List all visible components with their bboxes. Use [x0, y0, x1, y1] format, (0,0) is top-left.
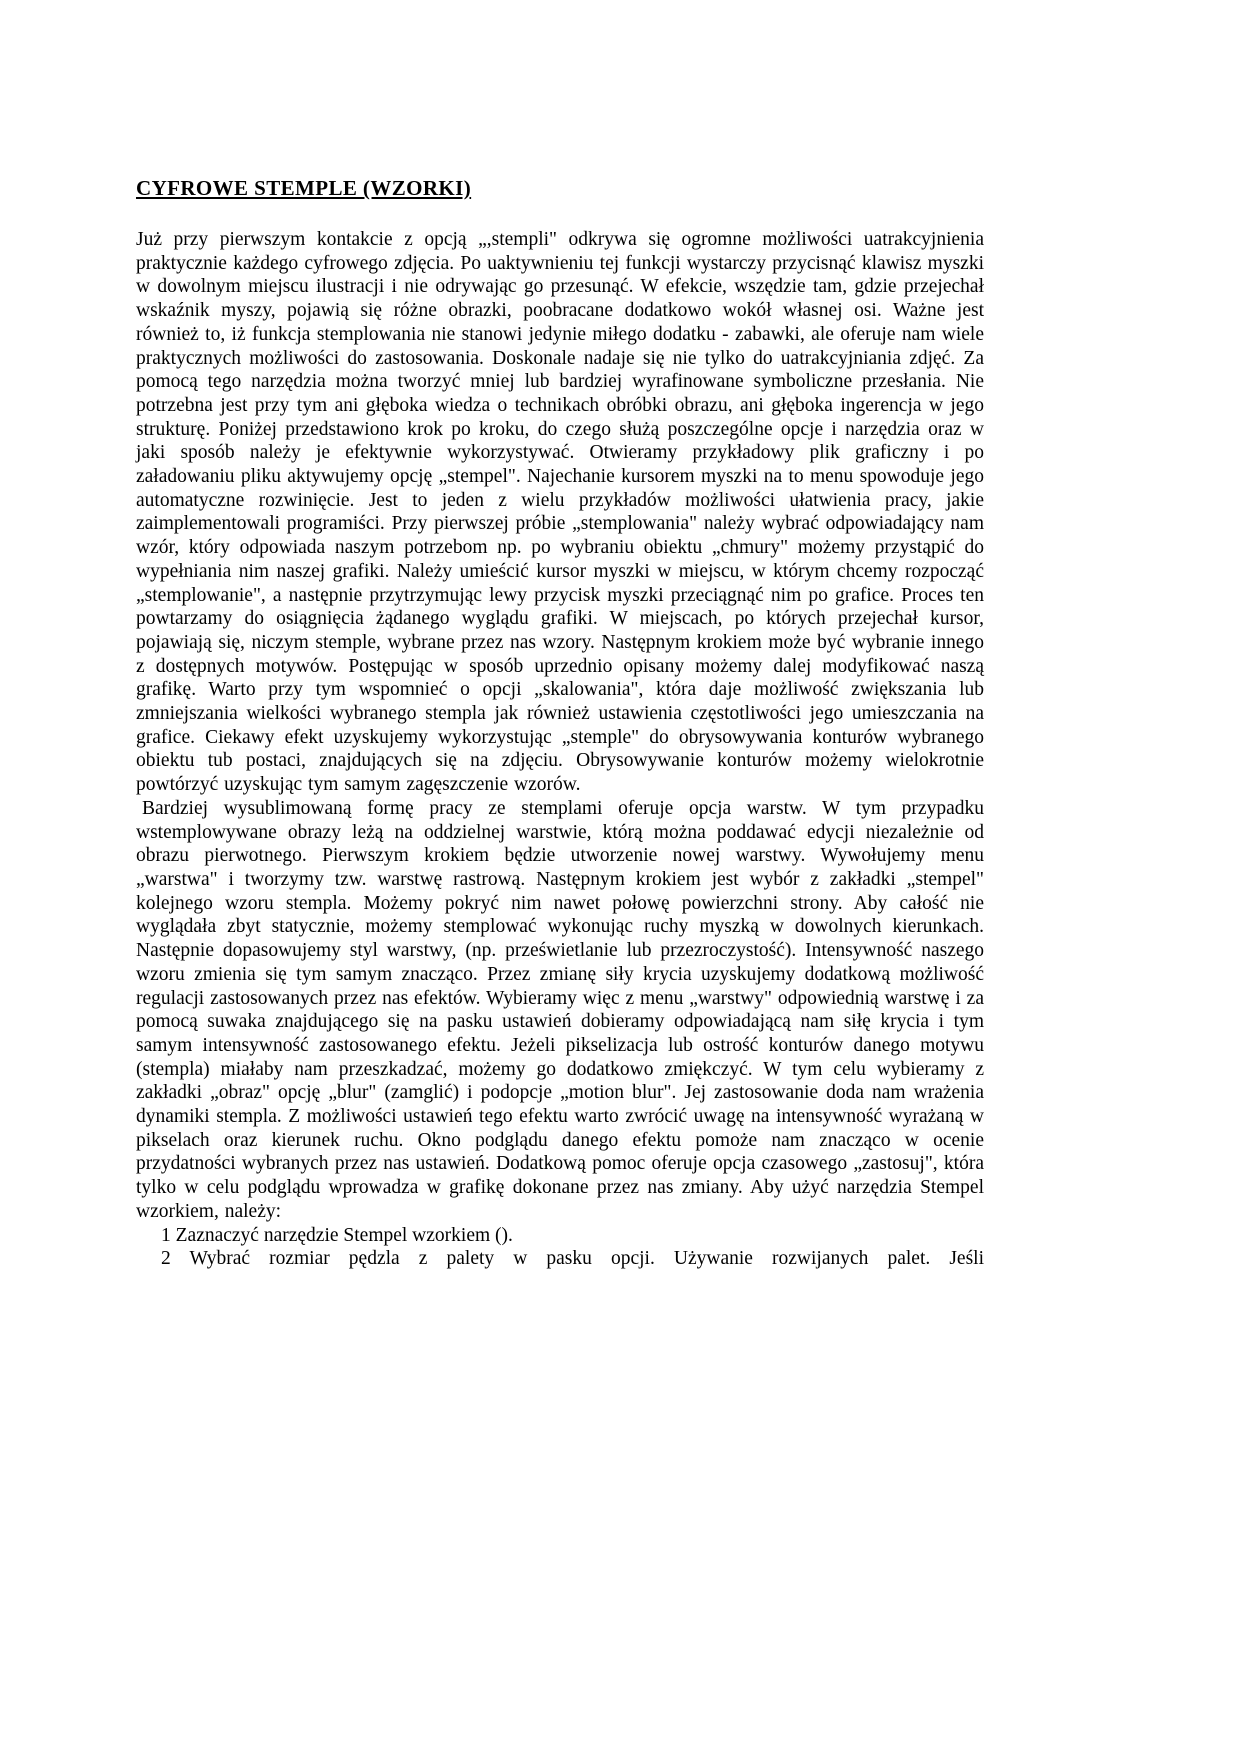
list-item: 1 Zaznaczyć narzędzie Stempel wzorkiem ().: [161, 1224, 513, 1246]
numbered-list: [136, 1224, 984, 1271]
document-title: CYFROWE STEMPLE (WZORKI): [136, 176, 472, 200]
paragraph: Już przy pierwszym kontakcie z opcją „,stempli" odkrywa się ogromne możliwości uatrakcyjnienia praktycznie każdego cyfrowego zdjęcia. Po uaktywnieniu tej funkcji wystarczy przycisnąć klawisz myszki w dowolnym miejscu ilustracji i nie odrywając go przesunąć. W efekcie, wszędzie tam, gdzie przejechał wskaźnik myszy, pojawią się różne obrazki, poobracane dodatkowo wokół własnej osi. Ważne jest również to, iż funkcja stemplowania nie stanowi jedynie miłego dodatku - zabawki, ale oferuje nam wiele praktycznych możliwości do zastosowania. Doskonale nadaje się nie tylko do uatrakcyjniania zdjęć. Za pomocą tego narzędzia można tworzyć mniej lub bardziej wyrafinowane symboliczne przesłania. Nie potrzebna jest przy tym ani głęboka wiedza o technikach obróbki obrazu, ani głęboka ingerencja w jego strukturę. Poniżej przedstawiono krok po kroku, do czego służą poszczególne opcje i narzędzia oraz w jaki sposób należy je efektywnie wykorzystywać. Otwieramy przykładowy plik graficzny i po załadowaniu pliku aktywujemy opcję „stempel". Najechanie kursorem myszki na to menu spowoduje jego automatyczne rozwinięcie. Jest to jeden z wielu przykładów możliwości ułatwienia pracy, jakie zaimplementowali programiści. Przy pierwszej próbie „stemplowania" należy wybrać odpowiadający nam wzór, który odpowiada naszym potrzebom np. po wybraniu obiektu „chmury" możemy przystąpić do wypełniania nim naszej grafiki. Należy umieścić kursor myszki w miejscu, w którym chcemy rozpocząć „stemplowanie", a następnie przytrzymując lewy przycisk myszki przeciągnąć nim po grafice. Proces ten powtarzamy do osiągnięcia żądanego wyglądu grafiki. W miejscach, po których przejechał kursor, pojawiają się, niczym stemple, wybrane przez nas wzory. Następnym krokiem może być wybranie innego z dostępnych motywów. Postępując w sposób uprzednio opisany możemy dalej modyfikować naszą grafikę. Warto przy tym wspomnieć o opcji „skalowania", która daje możliwość zwiększania lub zmniejszania wielkości wybranego stempla jak również ustawienia częstotliwości jego umieszczania na grafice. Ciekawy efekt uzyskujemy wykorzystując „stemple" do obrysowywania konturów wybranego obiektu tub postaci, znajdujących się na zdjęciu. Obrysowywanie konturów możemy wielokrotnie powtórzyć uzyskując tym samym zagęszczenie wzorów.: [136, 229, 984, 796]
list-item: 2 Wybrać rozmiar pędzla z palety w pasku opcji. Używanie rozwijanych palet. Jeśli: [161, 1248, 984, 1270]
paragraph: Bardziej wysublimowaną formę pracy ze stemplami oferuje opcja warstw. W tym przypadku wstemplowywane obrazy leżą na oddzielnej warstwie, którą można poddawać edycji niezależnie od obrazu pierwotnego. Pierwszym krokiem będzie utworzenie nowej warstwy. Wywołujemy menu „warstwa" i tworzymy tzw. warstwę rastrową. Następnym krokiem jest wybór z zakładki „stempel" kolejnego wzoru stempla. Możemy pokryć nim nawet połowę powierzchni strony. Aby całość nie wyglądała zbyt statycznie, możemy stemplować wykonując ruchy myszką w dowolnych kierunkach. Następnie dopasowujemy styl warstwy, (np. prześwietlanie lub przezroczystość). Intensywność naszego wzoru zmienia się tym samym znacząco. Przez zmianę siły krycia uzyskujemy dodatkową możliwość regulacji zastosowanych przez nas efektów. Wybieramy więc z menu „warstwy" odpowiednią warstwę i za pomocą suwaka znajdującego się na pasku ustawień dobieramy odpowiadającą nam siłę krycia i tym samym intensywność zastosowanego efektu. Jeżeli pikselizacja lub ostrość konturów danego motywu (stempla) miałaby nam przeszkadzać, możemy go dodatkowo zmiękczyć. W tym celu wybieramy z zakładki „obraz" opcję „blur" (zamglić) i podopcje „motion blur". Jej zastosowanie doda nam wrażenia dynamiki stempla. Z możliwości ustawień tego efektu warto zwrócić uwagę na intensywność wyrażaną w pikselach oraz kierunek ruchu. Okno podglądu danego efektu pomoże nam znacząco w ocenie przydatności wybranych przez nas ustawień. Dodatkową pomoc oferuje opcja czasowego „zastosuj", która tylko w celu podglądu wprowadza w grafikę dokonane przez nas zmiany. Aby użyć narzędzia Stempel wzorkiem, należy:: [136, 797, 984, 1222]
